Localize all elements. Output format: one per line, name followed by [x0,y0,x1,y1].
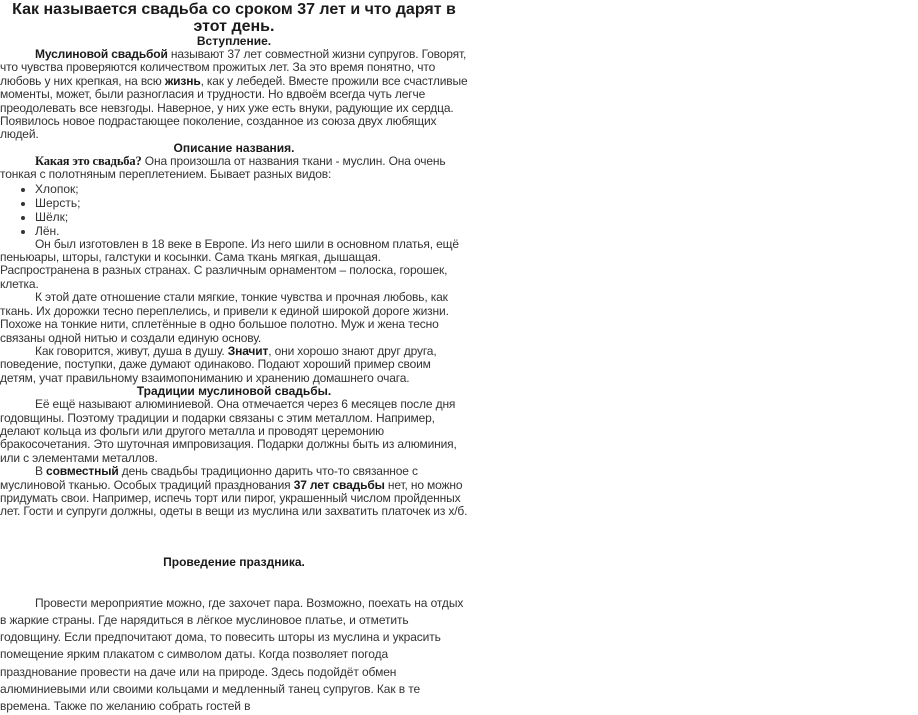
article-title: Как называется свадьба со сроком 37 лет и что дарят в этот день. [12,1,456,35]
list-item: • Хлопок; [35,182,468,196]
bold-term: 37 лет свадьбы [293,477,385,492]
bold-question: Какая это свадьба? [35,153,142,168]
bold-term: Значит [227,343,269,358]
list-item: • Шёлк; [35,210,468,224]
section-heading-traditions: Традиции муслиновой свадьбы. [136,384,332,399]
spacer [0,569,468,595]
bold-term: совместный [46,464,119,479]
paragraph-history: Он был изготовлен в 18 веке в Европе. Из него шили в основном платья, ещё пеньюары, шторы, галстуки и косынки. Сама ткань мягкая, дышащая. Распространена в разных странах. С различным орнаментом – полоска, горошек, клетка. [0,236,459,291]
list-item: • Лён. [35,224,468,238]
list-item: • Шерсть; [35,196,468,210]
section-heading-name: Описание названия. [173,140,295,155]
paragraph-gifts: В совместный день свадьбы традиционно дарить что-то связанное с муслиновой тканью. Особых традиций празднования 37 лет свадьбы нет, но можно придумать свои. Например, испечь торт или пирог, украшенный числом пройденных лет. Гости и супруги должны, одеты в вещи из муслина или захватить платочек из х/б. [0,464,468,519]
section-heading-intro: Вступление. [196,34,272,48]
paragraph-celebration: Провести мероприятие можно, где захочет пара. Возможно, поехать на отдых в жаркие страны. Где нарядиться в лёгкое муслиновое платье, и отметить годовщину. Если предпочитают дома, то повесить шторы из муслина и украсить помещение ярким плакатом с символом даты. Когда позволяет погода празднование провести на даче или на природе. Здесь подойдёт обмен алюминиевыми или своими кольцами и медленный танец супругов. Как в те времена. Также по желанию собрать гостей в [0,595,464,713]
paragraph-feelings: К этой дате отношение стали мягкие, тонкие чувства и прочная любовь, как ткань. Их дорожки тесно переплелись, и привели к единой широкой дороге жизни. Похоже на тонкие нити, сплетённые в одно большое полотно. Муж и жена тесно связаны одной нитью и создали единую основу. [0,290,449,345]
paragraph-aluminium: Её ещё называют алюминиевой. Она отмечается через 6 месяцев после дня годовщины. Поэтому традиции и подарки связаны с этим металлом. Например, делают кольца из фольги или другого металла и проводят церемонию бракосочетания. Это шуточная импровизация. Подарки должны быть из алюминия, или с элементами металлов. [0,397,457,465]
paragraph-soul: Как говорится, живут, душа в душу. Значит, они хорошо знают друг друга, поведение, поступки, даже думают одинаково. Подают хороший пример своим детям, учат правильному взаимопониманию и хранению домашнего очага. [0,343,437,385]
paragraph-name-question: Какая это свадьба? Она произошла от названия ткани - муслин. Она очень тонкая с полотняным переплетением. Бывает разных видов: [0,153,446,182]
section-heading-celebration: Проведение праздника. [163,554,305,569]
bold-term: Муслиновой свадьбой [35,47,168,61]
paragraph-intro: Муслиновой свадьбой называют 37 лет совместной жизни супругов. Говорят, что чувства проверяются количеством прожитых лет. За это время понятно, что любовь у них крепкая, на всю жизнь, как у лебедей. Вместе прожили все счастливые моменты, может, были разногласия и трудности. Но вдвоём всегда чуть легче преодолевать все невзгоды. Наверное, у них уже есть внуки, радующие их сердца. Появилось новое подрастающее поколение, созданное из союза двух любящих людей. [0,47,468,142]
fabric-types-list [0,182,468,238]
bold-term: жизнь [164,73,201,88]
